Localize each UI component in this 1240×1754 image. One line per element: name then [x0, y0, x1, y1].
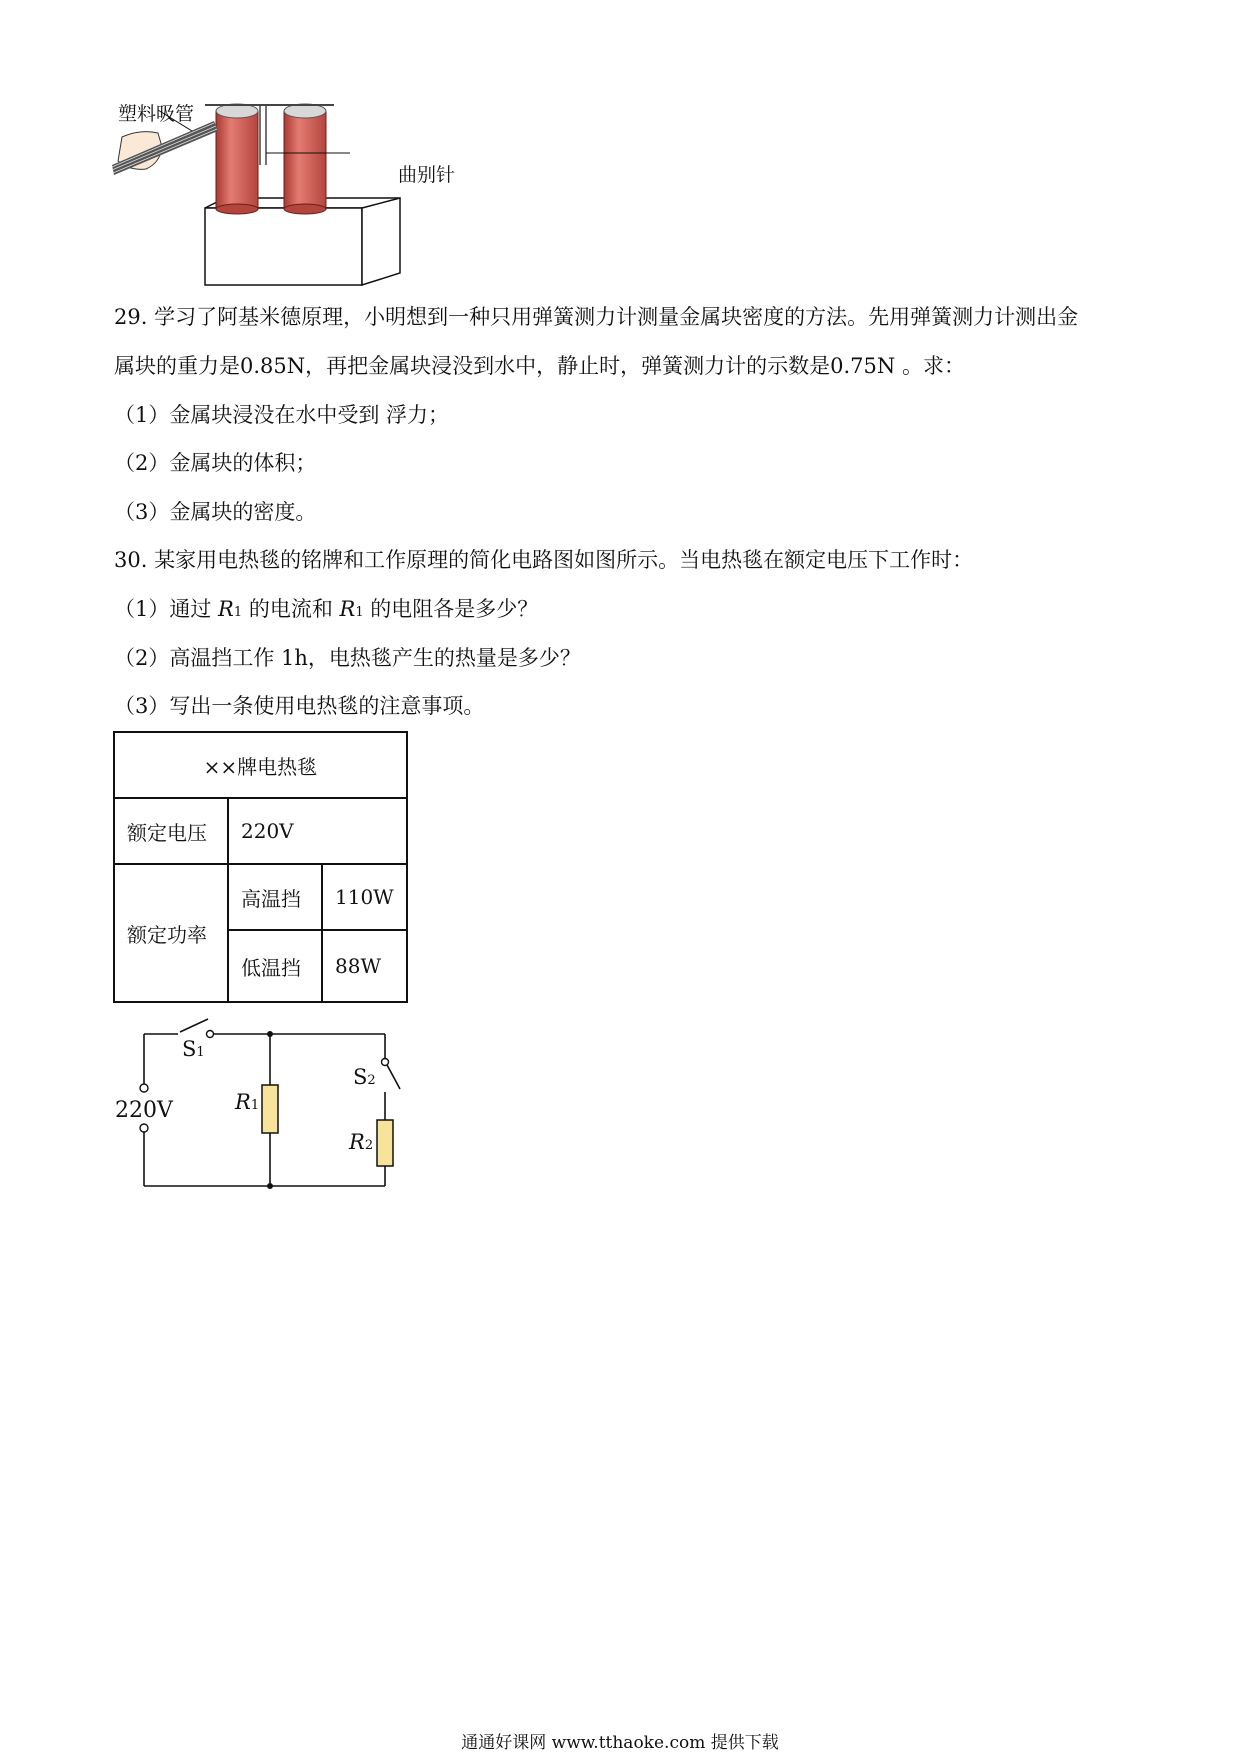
q29-part-1: （1）金属块浸没在水中受到 浮力；: [114, 403, 450, 427]
nameplate-title: ××牌电热毯: [114, 732, 407, 798]
left-coil: [216, 104, 258, 214]
low-mode-label: 低温挡: [228, 930, 322, 1002]
r1-resistor: [262, 1085, 278, 1133]
rated-voltage-label: 额定电压: [114, 798, 228, 864]
s1-label: S1: [182, 1037, 205, 1061]
high-mode-value: 110W: [322, 864, 407, 930]
rated-voltage-value: 220V: [228, 798, 407, 864]
page-footer: 通通好课网 www.tthaoke.com 提供下载: [461, 1733, 779, 1753]
q29-part-3: （3）金属块的密度。: [114, 500, 317, 524]
nameplate-table: [113, 731, 408, 1003]
q30-part-2: （2）高温挡工作 1h，电热毯产生的热量是多少？: [114, 646, 581, 670]
source-terminal-top: [140, 1084, 148, 1092]
high-mode-label: 高温挡: [228, 864, 322, 930]
right-coil: [284, 104, 326, 214]
q30-line-1: 30. 某家用电热毯的铭牌和工作原理的简化电路图如图所示。当电热毯在额定电压下工作时：: [114, 548, 974, 572]
q30-part-3: （3）写出一条使用电热毯的注意事项。: [114, 694, 485, 718]
r2-resistor: [377, 1120, 393, 1166]
junction-bottom: [267, 1183, 273, 1189]
q29-part-2: （2）金属块的体积；: [114, 451, 317, 475]
rated-power-label: 额定功率: [114, 864, 228, 1002]
source-terminal-bottom: [140, 1124, 148, 1132]
source-voltage-label: 220V: [115, 1098, 173, 1123]
r1-label: R1: [235, 1090, 260, 1114]
s1-contact: [207, 1031, 214, 1038]
q29-line-1: 29. 学习了阿基米德原理，小明想到一种只用弹簧测力计测量金属块密度的方法。先用弹簧测力计测出金: [114, 305, 1079, 329]
q30-part-1: （1）通过 R1 的电流和 R1 的电阻各是多少？: [114, 597, 539, 621]
low-mode-value: 88W: [322, 930, 407, 1002]
s2-contact: [382, 1059, 389, 1066]
q29-line-2: 属块的重力是0.85N，再把金属块浸没到水中，静止时，弹簧测力计的示数是0.75N 。求：: [114, 354, 965, 378]
paper-clip-label: 曲别针: [398, 164, 456, 186]
s2-label: S2: [353, 1065, 376, 1089]
r2-label: R2: [349, 1130, 374, 1154]
straw-label: 塑料吸管: [118, 103, 195, 125]
junction-top: [267, 1031, 273, 1037]
